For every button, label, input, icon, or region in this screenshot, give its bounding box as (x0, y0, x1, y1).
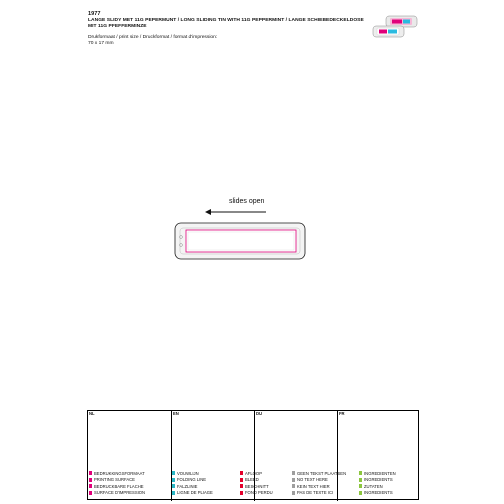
legend-text: FOLDING LINE (177, 477, 207, 482)
color-legend (87, 470, 419, 500)
legend-text: SURFACE D'IMPRESSION (94, 490, 146, 495)
legend-swatch (292, 471, 295, 475)
legend-swatch (89, 478, 92, 482)
legend-swatch (359, 484, 362, 488)
legend-swatch (240, 491, 243, 495)
legend-text: INGREDIENTS (364, 490, 393, 495)
legend-printing-surface (87, 470, 167, 496)
print-area (186, 230, 296, 252)
tin-drawing (174, 222, 306, 260)
legend-text: PAS DE TEXTE ICI (297, 490, 334, 495)
print-format-label: Drukformaat / print size / Druckformat / format d'impression: (88, 35, 218, 40)
legend-text: BLEED (245, 477, 259, 482)
legend-text: BESCHNITT (245, 483, 269, 489)
language-label-en: EN (173, 411, 179, 416)
legend-swatch (172, 484, 175, 488)
legend-text: PRINTING SURFACE (94, 477, 135, 482)
language-label-fr: FR (339, 411, 345, 416)
product-photo (372, 14, 418, 40)
legend-text: LIGNE DE PLIAGE (177, 490, 213, 495)
legend-text: GEEN TEKST PLAATSEN (297, 470, 347, 476)
legend-text: FALZLINIE (177, 483, 198, 489)
legend-swatch (292, 491, 295, 495)
legend-text: INGREDIENTEN (364, 470, 396, 476)
legend-swatch (172, 471, 175, 475)
header (88, 11, 368, 47)
legend-swatch (240, 484, 243, 488)
legend-text: FOND PERDU (245, 490, 273, 495)
legend-text: NO TEXT HERE (297, 477, 328, 482)
arrow-left-icon (205, 208, 267, 216)
slides-open-label: slides open (229, 198, 265, 205)
legend-text: AFLOOP (245, 470, 262, 476)
legend-text: BEDRUCKBARE FLACHE (94, 483, 144, 489)
legend-text: VOUWLIJN (177, 470, 199, 476)
legend-text: INGREDIENTS (364, 477, 393, 482)
legend-swatch (292, 478, 295, 482)
legend-ingredients (357, 470, 437, 496)
legend-swatch (359, 478, 362, 482)
slide-direction (200, 198, 320, 220)
legend-text: KEIN TEXT HIER (297, 483, 330, 489)
product-code: 1977 (88, 11, 101, 17)
legend-swatch (172, 491, 175, 495)
language-label-nl: NL (89, 411, 95, 416)
language-label-du: DU (256, 411, 263, 416)
legend-swatch (172, 478, 175, 482)
legend-swatch (359, 471, 362, 475)
tin-photo-back (386, 16, 417, 27)
product-title-line-1: LANGE SLIDY MET 11G PEPERMUNT / LONG SLIDING TIN WITH 11G PEPPERMINT / LANGE SCHIEBEDECKELDOSE (88, 18, 364, 23)
tin-photo-front (373, 26, 404, 37)
legend-swatch (292, 484, 295, 488)
legend-swatch (359, 491, 362, 495)
print-format-value: 70 x 17 mm (88, 41, 114, 46)
legend-swatch (240, 471, 243, 475)
legend-swatch (89, 484, 92, 488)
legend-swatch (240, 478, 243, 482)
legend-swatch (89, 491, 92, 495)
product-title-line-2: MIT 11G PFEFFERMINZE (88, 24, 147, 29)
legend-swatch (89, 471, 92, 475)
legend-text: ZUTATEN (364, 483, 383, 489)
legend-text: BEDRUKKINGSFORMAAT (94, 470, 145, 476)
